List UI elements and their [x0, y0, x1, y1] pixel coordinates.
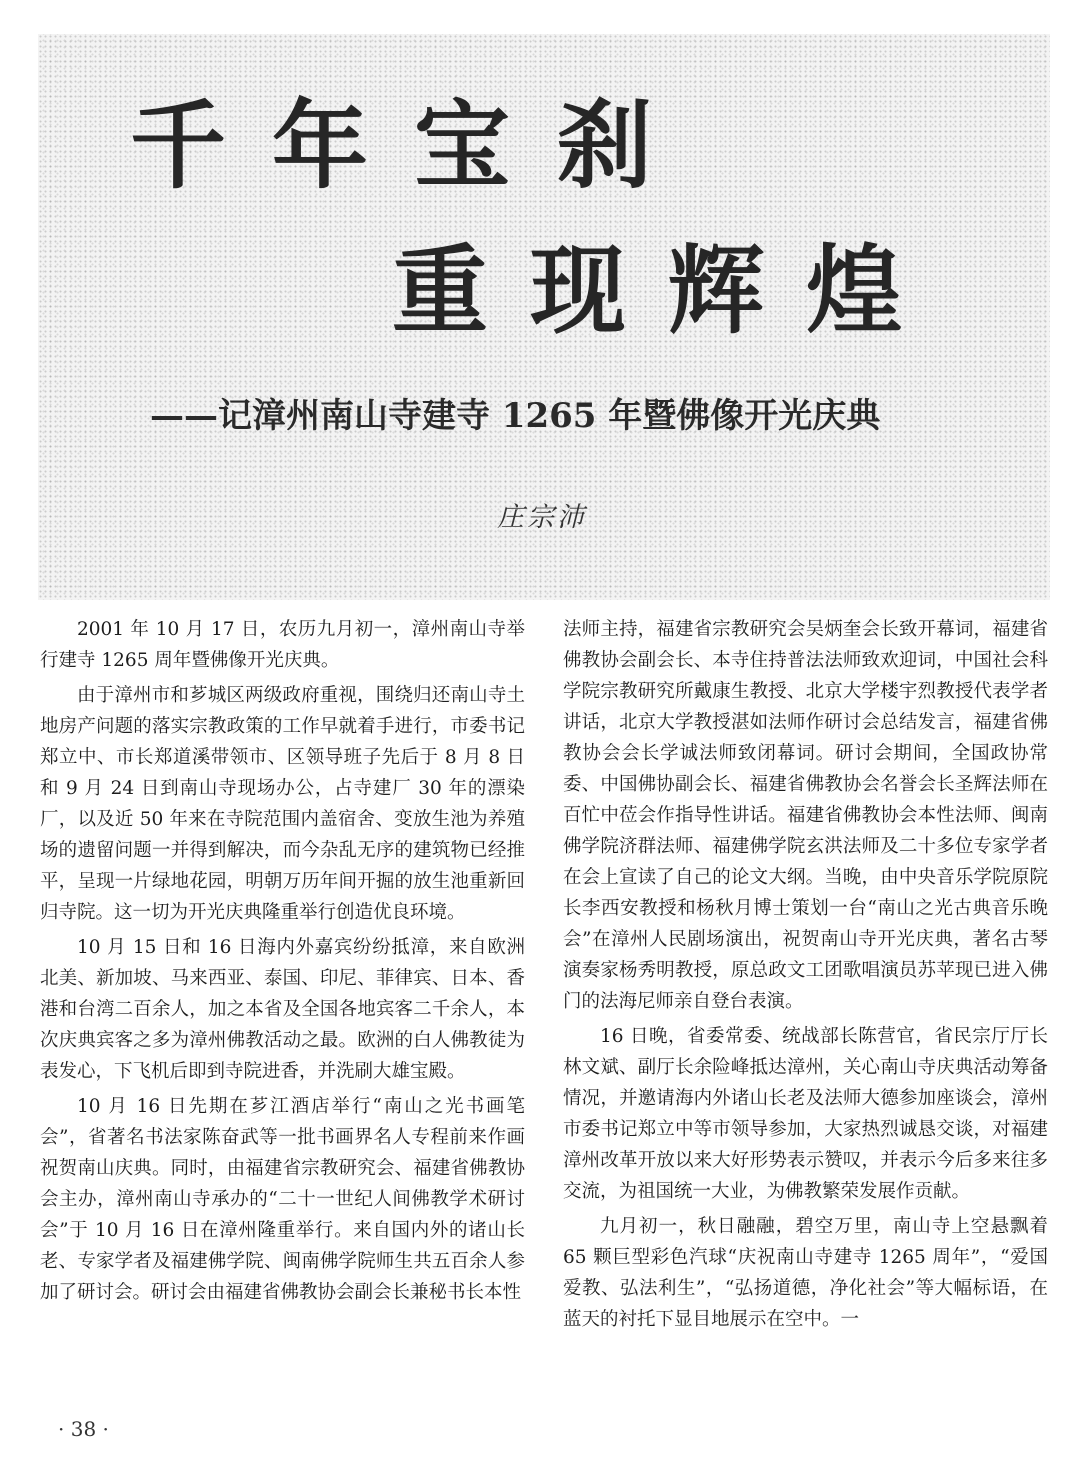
- paragraph: 16 日晚，省委常委、统战部长陈营官，省民宗厅厅长林文斌、副厅长余险峰抵达漳州，关心南山寺庆典活动筹备情况，并邀请海内外诸山长老及法师大德参加座谈会，漳州市委书记郑立中等市领导参加，大家热烈诚恳交谈，对福建漳州改革开放以来大好形势表示赞叹，并表示今后多来往多交流，为祖国统一大业，为佛教繁荣发展作贡献。: [563, 1026, 1048, 1202]
- paragraph: 2001 年 10 月 17 日，农历九月初一，漳州南山寺举行建寺 1265 周年暨佛像开光庆典。: [40, 619, 525, 671]
- paragraph-continuation: 法师主持，福建省宗教研究会吴炳奎会长致开幕词，福建省佛教协会副会长、本寺住持普法法师致欢迎词，中国社会科学院宗教研究所戴康生教授、北京大学楼宇烈教授代表学者讲话，北京大学教授湛如法师作研讨会总结发言，福建省佛教协会会长学诚法师致闭幕词。研讨会期间，全国政协常委、中国佛协副会长、福建省佛教协会名誉会长圣辉法师在百忙中莅会作指导性讲话。福建省佛教协会本性法师、闽南佛学院济群法师、福建佛学院玄洪法师及二十多位专家学者在会上宣读了自己的论文大纲。当晚，由中央音乐学院原院长李西安教授和杨秋月博士策划一台“南山之光古典音乐晚会”在漳州人民剧场演出，祝贺南山寺开光庆典，著名古琴演奏家杨秀明教授，原总政文工团歌唱演员苏苹现已进入佛门的法海尼师亲自登台表演。: [563, 619, 1048, 1012]
- article-column-left: [40, 614, 525, 1312]
- headline-line-1: 千年宝刹: [130, 90, 698, 202]
- headline-line-2: 重现辉煌: [392, 235, 944, 347]
- paragraph: 由于漳州市和芗城区两级政府重视，围绕归还南山寺土地房产问题的落实宗教政策的工作早就着手进行，市委书记郑立中、市长郑道溪带领市、区领导班子先后于 8 月 8 日和 9 月 24 日到南山寺现场办公，占寺建厂 30 年的漂染厂，以及近 50 年来在寺院范围内盖宿舍、变放生池为养殖场的遗留问题一并得到解决，而今杂乱无序的建筑物已经推平，呈现一片绿地花园，明朝万历年间开掘的放生池重新回归寺院。这一切为开光庆典隆重举行创造优良环境。: [40, 685, 525, 923]
- page-number: · 38 ·: [58, 1417, 109, 1441]
- author-byline: 庄宗沛: [497, 502, 587, 533]
- subtitle: ——记漳州南山寺建寺 1265 年暨佛像开光庆典: [150, 396, 881, 436]
- paragraph: 10 月 15 日和 16 日海内外嘉宾纷纷抵漳，来自欧洲北美、新加坡、马来西亚、泰国、印尼、菲律宾、日本、香港和台湾二百余人，加之本省及全国各地宾客二千余人，本次庆典宾客之多为漳州佛教活动之最。欧洲的白人佛教徒为表发心，下飞机后即到寺院进香，并洗刷大雄宝殿。: [40, 937, 525, 1082]
- paragraph: 10 月 16 日先期在芗江酒店举行“南山之光书画笔会”，省著名书法家陈奋武等一批书画界名人专程前来作画祝贺南山庆典。同时，由福建省宗教研究会、福建省佛教协会主办，漳州南山寺承办的“二十一世纪人间佛教学术研讨会”于 10 月 16 日在漳州隆重举行。来自国内外的诸山长老、专家学者及福建佛学院、闽南佛学院师生共五百余人参加了研讨会。研讨会由福建省佛教协会副会长兼秘书长本性: [40, 1096, 525, 1303]
- paragraph: 九月初一，秋日融融，碧空万里，南山寺上空悬飘着 65 颗巨型彩色汽球“庆祝南山寺建寺 1265 周年”，“爱国爱教、弘法利生”，“弘扬道德，净化社会”等大幅标语，在蓝天的衬托下显目地展示在空中。一: [563, 1216, 1048, 1330]
- article-column-right: [563, 614, 1048, 1339]
